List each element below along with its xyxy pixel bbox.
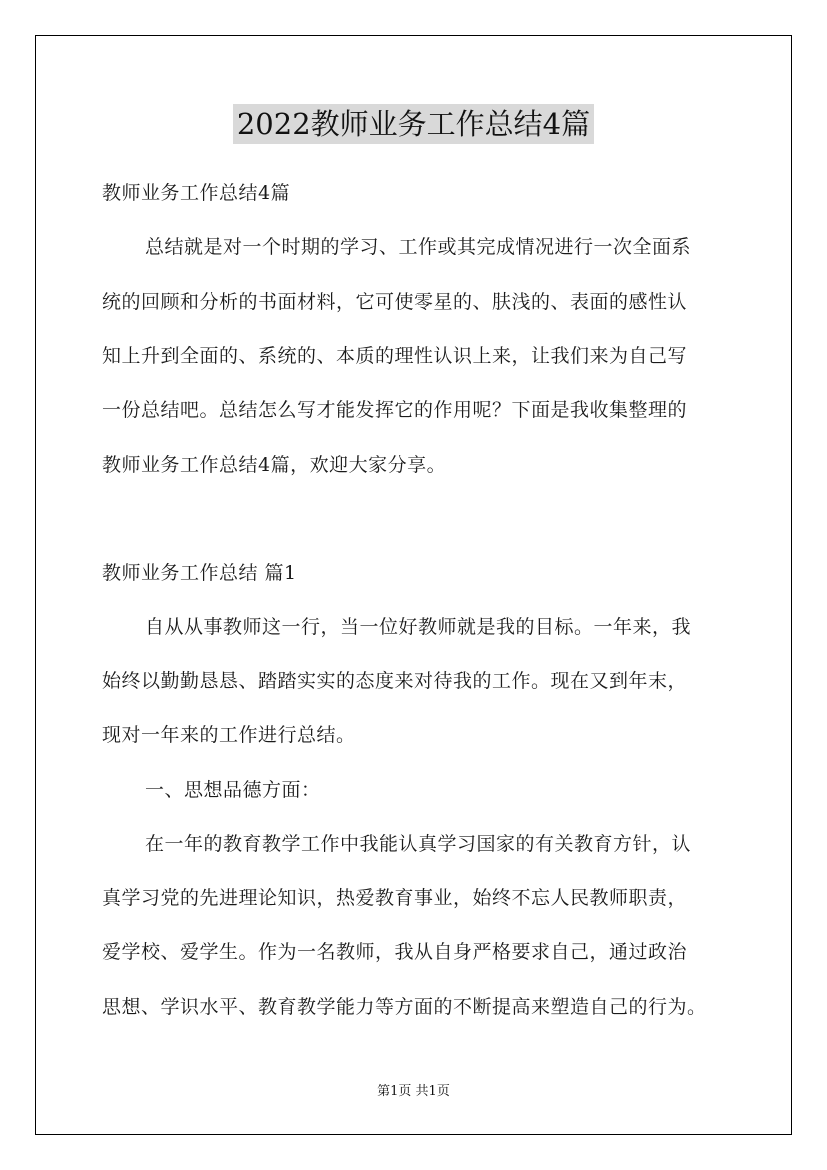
paragraph-line: 自从从事教师这一行，当一位好教师就是我的目标。一年来，我	[145, 616, 692, 638]
paragraph-line: 思想、学识水平、教育教学能力等方面的不断提高来塑造自己的行为。	[102, 996, 707, 1018]
paragraph-line: 真学习党的先进理论知识，热爱教育事业，始终不忘人民教师职责，	[102, 887, 688, 909]
subsection-heading: 一、思想品德方面：	[145, 779, 321, 801]
paragraph-line: 总结就是对一个时期的学习、工作或其完成情况进行一次全面系	[145, 236, 692, 258]
paragraph-line: 在一年的教育教学工作中我能认真学习国家的有关教育方针，认	[145, 833, 692, 855]
section-heading: 教师业务工作总结 篇1	[102, 562, 297, 584]
paragraph-line: 现对一年来的工作进行总结。	[102, 724, 356, 746]
paragraph-line: 始终以勤勤恳恳、踏踏实实的态度来对待我的工作。现在又到年末，	[102, 670, 688, 692]
paragraph-line: 一份总结吧。总结怎么写才能发挥它的作用呢？下面是我收集整理的	[102, 399, 688, 421]
document-title: 2022教师业务工作总结4篇	[233, 104, 594, 144]
paragraph-line: 爱学校、爱学生。作为一名教师，我从自身严格要求自己，通过政治	[102, 941, 688, 963]
paragraph-line: 统的回顾和分析的书面材料，它可使零星的、肤浅的、表面的感性认	[102, 291, 688, 313]
subtitle-line: 教师业务工作总结4篇	[102, 182, 291, 204]
paragraph-line: 知上升到全面的、系统的、本质的理性认识上来，让我们来为自己写	[102, 345, 688, 367]
title-container	[0, 104, 827, 144]
page-footer: 第1页 共1页	[377, 1084, 450, 1099]
paragraph-line: 教师业务工作总结4篇，欢迎大家分享。	[102, 454, 447, 476]
